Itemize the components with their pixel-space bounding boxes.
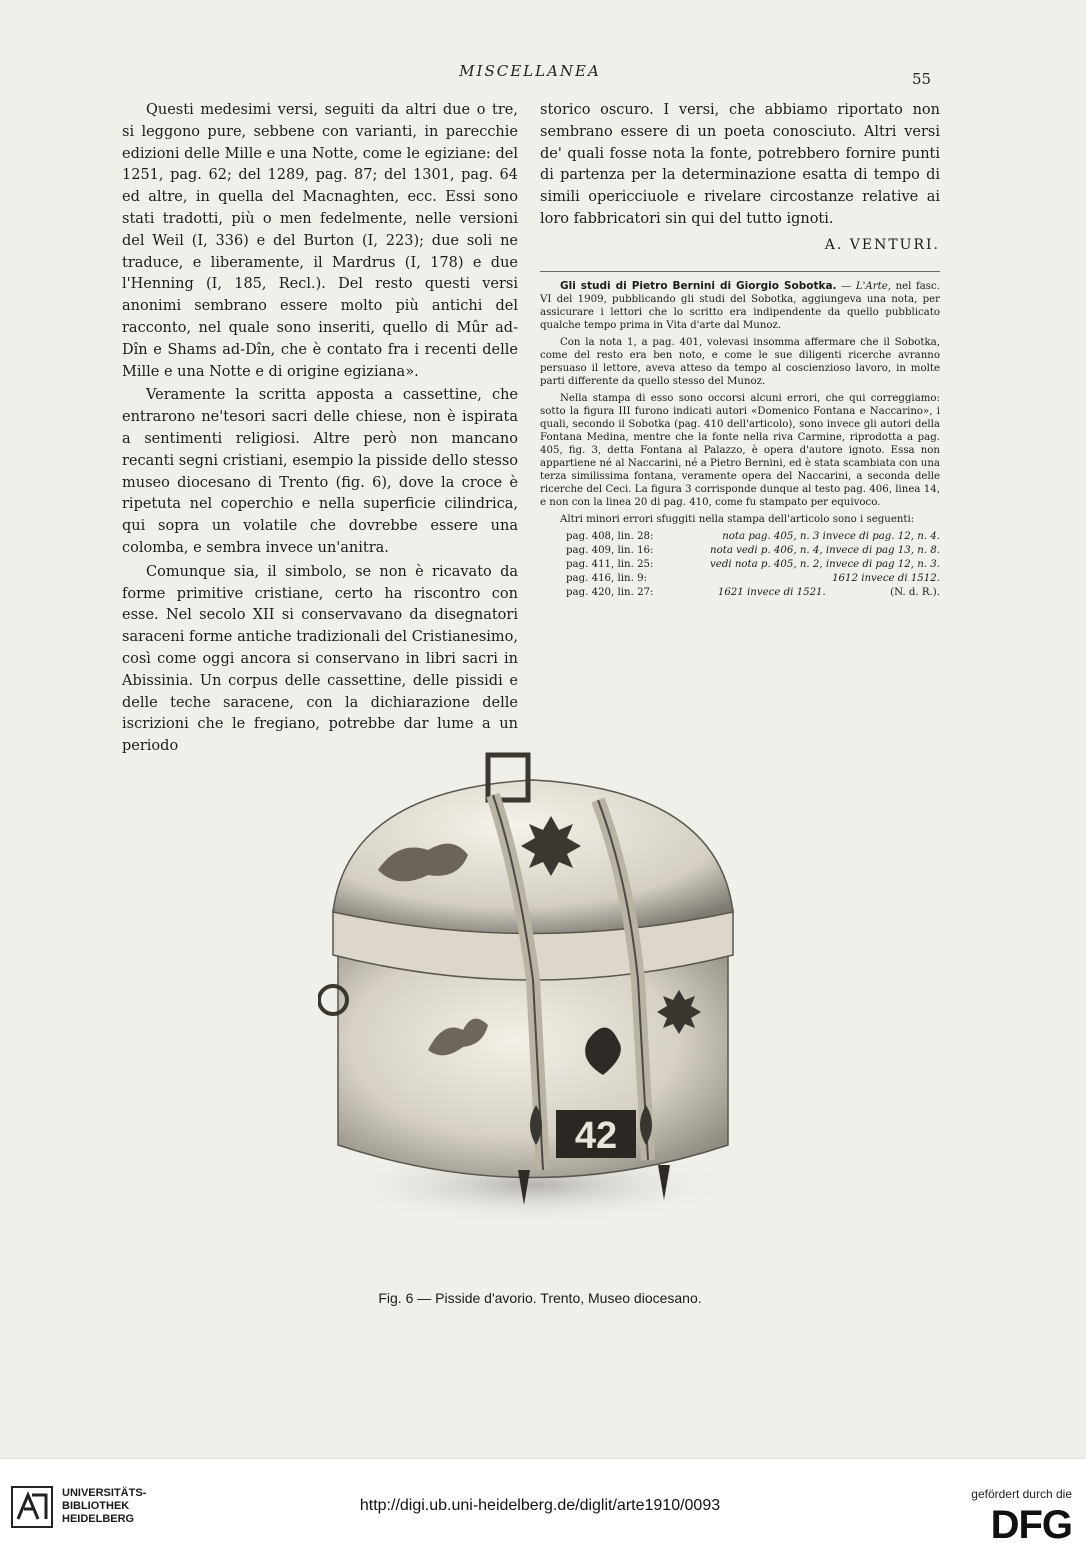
note-paragraph: Altri minori errori sfuggiti nella stampa dell'articolo sono i seguenti: [560,513,915,525]
university-library-logo [10,1485,54,1529]
funding-label: gefördert durch die [971,1487,1072,1501]
author-signature: A. VENTURI. [824,236,940,253]
paragraph: Comunque sia, il simbolo, se non è ricavato da forme primitive cristiane, certo ha riscontro con esse. Nel secolo XII si conservavano da disegnatori saraceni forme antiche tradizionali del Cristianesimo, così come oggi ancora si conservano in libri sacri in Abissinia. Un corpus delle cassettine, delle pissidi e delle teche saracene, con la dichiarazione delle iscrizioni che le fregiano, potrebbe dar lume a un periodo [122,563,518,755]
errata-list [566,530,940,600]
continuation-text: storico oscuro. I versi, che abbiamo riportato non sembrano essere di un poeta conosciuto. Altri versi de' quali fosse nota la fonte, potrebbero fornire punti di partenza per la determinazione esatta di tempo di simili opericciuole e rivelare circostanze relative ai loro fabbricatori sin qui del tutto ignoti. [540,102,940,227]
note-heading: Gli studi di Pietro Bernini di Giorgio Sobotka. [560,279,837,292]
note-text: nel fasc. VI del 1909, pubblicando gli studi del Sobotka, aggiungeva una nota, per assicurare i lettori che lo scritto era indipendente da quello pubblicato qualche tempo prima in Vita d'arte dal Munoz. [540,280,940,331]
page-number: 55 [912,70,932,88]
section-divider [540,271,940,272]
permalink-url[interactable]: http://digi.ub.uni-heidelberg.de/diglit/arte1910/0093 [359,1497,721,1514]
errata-row [566,530,940,544]
errata-text: vedi nota p. 405, n. 2, invece di pag 12, n. 3. [710,558,940,570]
figure-caption: Fig. 6 — Pisside d'avorio. Trento, Museo diocesano. [378,1290,702,1306]
errata-text: 1612 invece di 1512. [832,572,940,584]
right-column [540,100,940,600]
university-library-name: UNIVERSITÄTS- BIBLIOTHEK HEIDELBERG [62,1487,147,1525]
bibliographic-note [540,280,940,526]
note-first-paragraph [540,280,940,332]
pyx-photograph [318,750,748,1230]
note-heading-source: — L'Arte, [841,280,891,292]
paragraph: Questi medesimi versi, seguiti da altri due o tre, si leggono pure, sebbene con varianti, in parecchie edizioni delle Mille e una Notte, come le egiziane: del 1251, pag. 62; del 1289, pag. 87; del 1301, pag. 64 ed altre, in quella del Macnaghten, ecc. Essi sono stati tradotti, più o men fedelmente, nelle versioni del Weil (I, 336) e del Burton (I, 223); due soli ne traduce, e liberamente, il Mardrus (I, 178) e due l'Henning (I, 185, Recl.). Del resto questi versi anonimi sembrano essere molto più antichi del racconto, nel quale sono inseriti, quello di Mûr ad-Dîn e Shams ad-Dîn, che è contato fra i recenti delle Mille e una Notte e di origine egiziana». [122,102,518,380]
errata-ref: pag. 411, lin. 25: [566,558,654,570]
errata-row [566,572,940,586]
paragraph: Veramente la scritta apposta a cassettine, che entrarono ne'tesori sacri delle chiese, non è ispirata a sentimenti religiosi. Altre però non mancano recanti segni cristiani, esempio la pisside dello stesso museo diocesano di Trento (fig. 6), dove la croce è ripetuta nel coperchio e nella superficie cilindrica, qui sopra un volatile che dovrebbe essere una colomba, e sembra invece un'anitra. [122,387,518,556]
note-paragraph: Con la nota 1, a pag. 401, volevasi insomma affermare che il Sobotka, come del resto era ben noto, e come le sue diligenti ricerche avranno persuaso il lettore, aveva atteso da tempo al coscienzioso lavoro, in molte parti differente da quello stesso del Munoz. [540,336,940,387]
dfg-logo: DFG [990,1503,1072,1547]
viewer-footer [0,1458,1086,1551]
errata-text: 1621 invece di 1521. [717,586,826,598]
errata-ref: pag. 416, lin. 9: [566,572,647,584]
errata-ref: pag. 409, lin. 16: [566,544,654,556]
errata-text: nota pag. 405, n. 3 invece di pag. 12, n. 4. [722,530,940,542]
left-column [122,100,518,758]
errata-row [566,586,940,600]
errata-row [566,544,940,558]
errata-text: nota vedi p. 406, n. 4, invece di pag 13, n. 8. [710,544,940,556]
running-head: MISCELLANEA [459,62,601,80]
pyx-number-label: 42 [574,1115,618,1157]
errata-signature: (N. d. R.). [890,586,940,598]
errata-row [566,558,940,572]
errata-ref: pag. 408, lin. 28: [566,530,654,542]
note-paragraph: Nella stampa di esso sono occorsi alcuni errori, che qui correggiamo: sotto la figura III furono indicati autori «Domenico Fontana e Naccarino», i quali, secondo il Sobotka (pag. 410 dell'articolo), sono invece gli autori della Fontana Medina, mentre che la fonte nella riva Carmine, riprodotta a pag. 405, fig. 3, detta Fontana al Palazzo, è opera d'autore ignoto. Essa non appartiene né al Naccarini, né a Pietro Bernini, ed è stata scambiata con una terza similissima fontana, veramente opera del Naccarini, a seconda delle ricerche del Ceci. La figura 3 corrisponde dunque al testo pag. 406, linea 14, e non con la linea 20 di pag. 410, come fu stampato per equivoco. [540,392,940,508]
errata-ref: pag. 420, lin. 27: [566,586,654,598]
